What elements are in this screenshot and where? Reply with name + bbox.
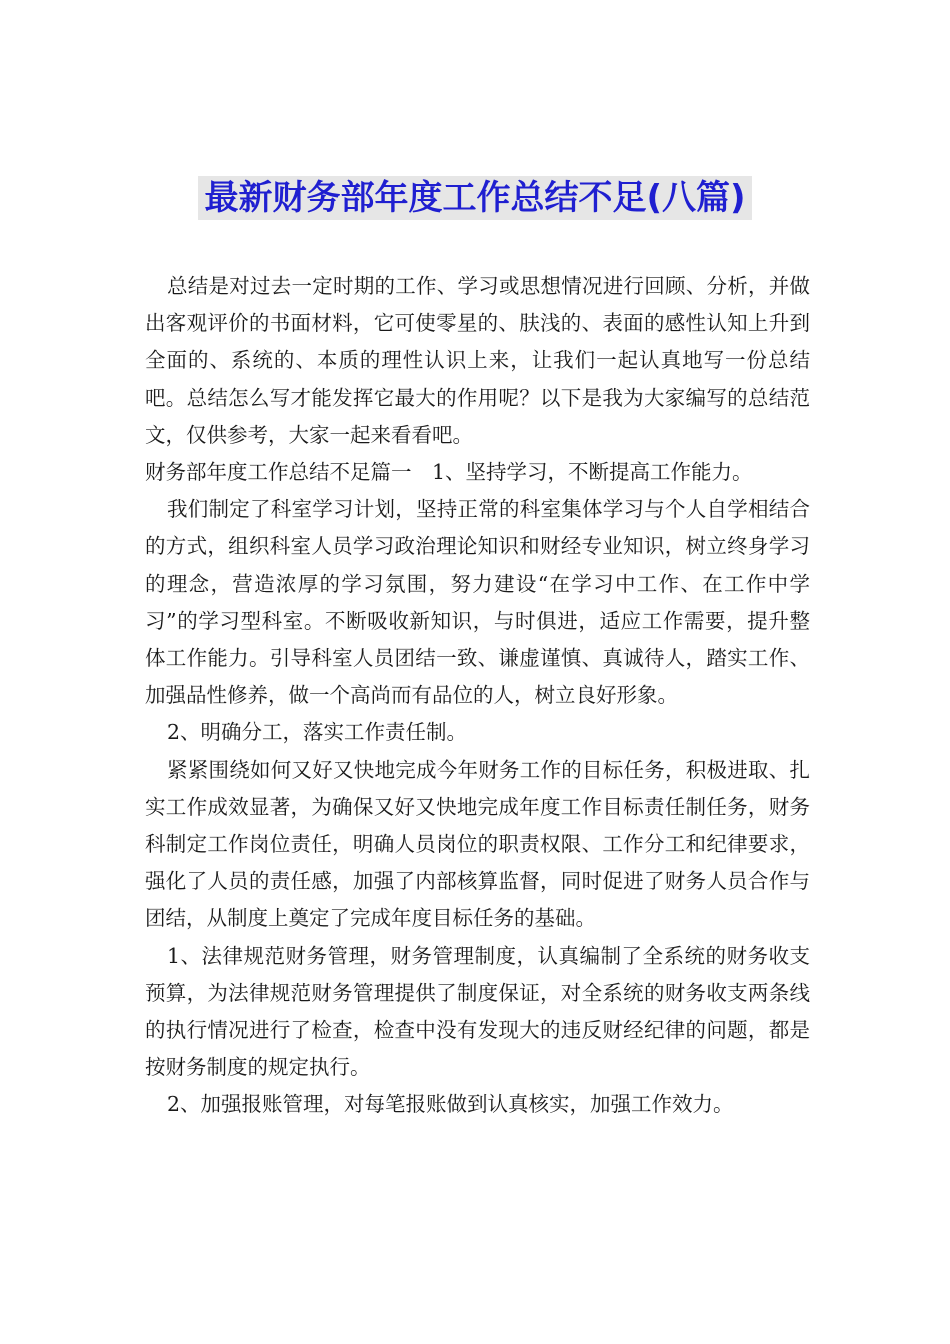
document-title: 最新财务部年度工作总结不足(八篇) — [198, 176, 751, 220]
paragraph-item-1: 1、法律规范财务管理，财务管理制度，认真编制了全系统的财务收支预算，为法律规范财务管理提供了制度保证，对全系统的财务收支两条线的执行情况进行了检查，检查中没有发现大的违反财经纪律的问题，都是按财务制度的规定执行。 — [145, 943, 810, 1080]
document-body — [145, 268, 810, 1124]
title-container — [0, 176, 950, 220]
paragraph-responsibility: 紧紧围绕如何又好又快地完成今年财务工作的目标任务，积极进取、扎实工作成效显著，为确保又好又快地完成年度工作目标责任制任务，财务科制定工作岗位责任，明确人员岗位的职责权限、工作分工和纪律要求，强化了人员的责任感，加强了内部核算监督，同时促进了财务人员合作与团结，从制度上奠定了完成年度目标任务的基础。 — [145, 757, 810, 931]
paragraph-item-2: 2、加强报账管理，对每笔报账做到认真核实，加强工作效力。 — [167, 1092, 734, 1117]
paragraph-study: 我们制定了科室学习计划，坚持正常的科室集体学习与个人自学相结合的方式，组织科室人员学习政治理论知识和财经专业知识，树立终身学习的理念，营造浓厚的学习氛围，努力建设“在学习中工作、在工作中学习”的学习型科室。不断吸收新知识，与时俱进，适应工作需要，提升整体工作能力。引导科室人员团结一致、谦虚谨慎、真诚待人，踏实工作、加强品性修养，做一个高尚而有品位的人，树立良好形象。 — [145, 497, 810, 708]
paragraph-section-heading: 财务部年度工作总结不足篇一 1、坚持学习，不断提高工作能力。 — [145, 460, 753, 485]
paragraph-intro: 总结是对过去一定时期的工作、学习或思想情况进行回顾、分析，并做出客观评价的书面材料，它可使零星的、肤浅的、表面的感性认知上升到全面的、系统的、本质的理性认识上来，让我们一起认真地写一份总结吧。总结怎么写才能发挥它最大的作用呢？以下是我为大家编写的总结范文，仅供参考，大家一起来看看吧。 — [145, 274, 810, 447]
paragraph-subheading-2: 2、明确分工，落实工作责任制。 — [167, 720, 468, 745]
